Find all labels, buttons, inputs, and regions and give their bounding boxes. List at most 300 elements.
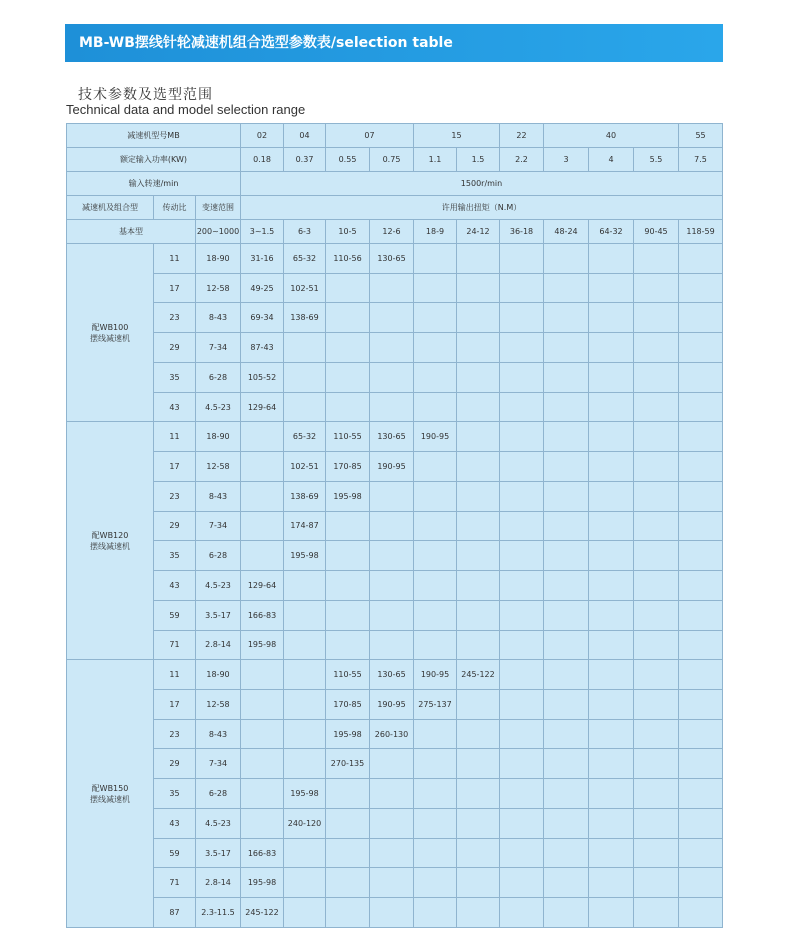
range-cell: 7-34: [196, 333, 241, 363]
torque-cell: [679, 600, 723, 630]
torque-cell: 275-137: [414, 690, 457, 720]
torque-cell: [544, 541, 589, 571]
torque-cell: [326, 303, 370, 333]
torque-cell: [544, 571, 589, 601]
torque-cell: [589, 244, 634, 274]
ratio-cell: 17: [154, 273, 196, 303]
table-row: [67, 690, 723, 720]
torque-cell: [500, 244, 544, 274]
torque-cell: [414, 868, 457, 898]
torque-cell: [500, 898, 544, 928]
table-row: [67, 808, 723, 838]
base-cell: 48-24: [544, 220, 589, 244]
ratio-cell: 23: [154, 719, 196, 749]
torque-cell: [457, 333, 500, 363]
torque-cell: 170-85: [326, 690, 370, 720]
torque-cell: [241, 719, 284, 749]
base-label: 基本型: [67, 220, 196, 244]
torque-cell: [634, 511, 679, 541]
range-cell: 8-43: [196, 719, 241, 749]
torque-cell: [544, 838, 589, 868]
torque-cell: [414, 541, 457, 571]
range-cell: 6-28: [196, 541, 241, 571]
torque-cell: [370, 898, 414, 928]
torque-cell: 130-65: [370, 244, 414, 274]
torque-cell: 245-122: [241, 898, 284, 928]
torque-cell: [326, 600, 370, 630]
torque-cell: [326, 273, 370, 303]
base-cell: 6-3: [284, 220, 326, 244]
torque-cell: [634, 630, 679, 660]
model-cell: 07: [326, 124, 414, 148]
torque-cell: [589, 273, 634, 303]
torque-cell: 195-98: [241, 630, 284, 660]
model-cell: 55: [679, 124, 723, 148]
torque-cell: [589, 600, 634, 630]
table-row: [67, 481, 723, 511]
table-row: [67, 719, 723, 749]
table-row: [67, 541, 723, 571]
range-cell: 18-90: [196, 660, 241, 690]
ratio-cell: 35: [154, 779, 196, 809]
table-row: [67, 868, 723, 898]
torque-cell: [589, 660, 634, 690]
torque-cell: 270-135: [326, 749, 370, 779]
torque-cell: [500, 392, 544, 422]
torque-cell: [634, 481, 679, 511]
torque-cell: [679, 392, 723, 422]
table-row: [67, 333, 723, 363]
table-row: [67, 392, 723, 422]
ratio-cell: 23: [154, 303, 196, 333]
torque-cell: [589, 422, 634, 452]
range-cell: 2.3-11.5: [196, 898, 241, 928]
ratio-cell: 23: [154, 481, 196, 511]
ratio-cell: 43: [154, 571, 196, 601]
torque-cell: [634, 571, 679, 601]
power-row: [67, 148, 723, 172]
torque-cell: [326, 392, 370, 422]
power-label: 额定输入功率(KW): [67, 148, 241, 172]
base-row: [67, 220, 723, 244]
torque-cell: 129-64: [241, 392, 284, 422]
torque-cell: [414, 511, 457, 541]
torque-cell: [241, 690, 284, 720]
power-cell: 2.2: [500, 148, 544, 172]
torque-cell: 195-98: [326, 719, 370, 749]
ratio-cell: 43: [154, 392, 196, 422]
table-row: [67, 630, 723, 660]
torque-cell: 190-95: [414, 660, 457, 690]
torque-cell: [500, 690, 544, 720]
torque-cell: [544, 303, 589, 333]
torque-cell: [326, 868, 370, 898]
torque-cell: [414, 244, 457, 274]
torque-cell: [634, 333, 679, 363]
torque-cell: [284, 690, 326, 720]
torque-cell: [634, 362, 679, 392]
base-cell: 118-59: [679, 220, 723, 244]
torque-cell: 87-43: [241, 333, 284, 363]
range-cell: 4.5-23: [196, 571, 241, 601]
torque-cell: [634, 838, 679, 868]
torque-cell: 130-65: [370, 422, 414, 452]
table-row: [67, 244, 723, 274]
torque-cell: [544, 481, 589, 511]
torque-cell: [457, 719, 500, 749]
torque-cell: [634, 719, 679, 749]
torque-cell: [284, 660, 326, 690]
speed-row: [67, 172, 723, 196]
table-row: [67, 838, 723, 868]
torque-cell: [589, 452, 634, 482]
torque-cell: [414, 303, 457, 333]
torque-cell: 195-98: [241, 868, 284, 898]
torque-cell: [500, 571, 544, 601]
range-cell: 12-58: [196, 452, 241, 482]
torque-cell: [370, 362, 414, 392]
torque-cell: [500, 303, 544, 333]
torque-cell: 31-16: [241, 244, 284, 274]
torque-cell: [679, 452, 723, 482]
torque-cell: [589, 808, 634, 838]
torque-cell: [589, 779, 634, 809]
base-cell: 24-12: [457, 220, 500, 244]
subtitle-cn: 技术参数及选型范围: [78, 87, 213, 103]
base-cell: 36-18: [500, 220, 544, 244]
torque-cell: [370, 779, 414, 809]
torque-cell: [589, 690, 634, 720]
torque-cell: [457, 630, 500, 660]
range-label: 变速范围: [196, 196, 241, 220]
torque-cell: [241, 808, 284, 838]
torque-cell: [284, 600, 326, 630]
power-cell: 0.75: [370, 148, 414, 172]
torque-cell: 130-65: [370, 660, 414, 690]
model-row: [67, 124, 723, 148]
torque-cell: [370, 868, 414, 898]
torque-cell: [241, 511, 284, 541]
torque-cell: 110-56: [326, 244, 370, 274]
torque-cell: [634, 779, 679, 809]
torque-cell: [544, 422, 589, 452]
torque-cell: [500, 719, 544, 749]
torque-cell: [414, 808, 457, 838]
base-cell: 90-45: [634, 220, 679, 244]
power-cell: 0.18: [241, 148, 284, 172]
torque-cell: [457, 749, 500, 779]
torque-cell: [457, 868, 500, 898]
torque-cell: [370, 541, 414, 571]
torque-label: 许用输出扭矩（N.M）: [241, 196, 723, 220]
table-row: [67, 749, 723, 779]
torque-cell: [589, 630, 634, 660]
torque-cell: [544, 898, 589, 928]
torque-cell: [544, 273, 589, 303]
torque-cell: [500, 868, 544, 898]
torque-cell: [679, 541, 723, 571]
torque-cell: 65-32: [284, 244, 326, 274]
torque-cell: 138-69: [284, 303, 326, 333]
torque-cell: [589, 303, 634, 333]
torque-cell: [457, 571, 500, 601]
torque-cell: [500, 422, 544, 452]
torque-cell: [370, 630, 414, 660]
torque-cell: [544, 600, 589, 630]
table-row: [67, 422, 723, 452]
range-cell: 3.5-17: [196, 838, 241, 868]
torque-cell: [634, 690, 679, 720]
torque-cell: [634, 303, 679, 333]
torque-cell: [457, 511, 500, 541]
torque-cell: 195-98: [326, 481, 370, 511]
torque-cell: [326, 898, 370, 928]
torque-cell: [544, 452, 589, 482]
torque-cell: 105-52: [241, 362, 284, 392]
torque-cell: 102-51: [284, 452, 326, 482]
table-row: [67, 600, 723, 630]
torque-cell: 195-98: [284, 541, 326, 571]
torque-cell: [544, 779, 589, 809]
torque-cell: [457, 600, 500, 630]
page-banner: MB-WB摆线针轮减速机组合选型参数表/selection table: [65, 24, 723, 62]
torque-cell: 190-95: [370, 452, 414, 482]
torque-cell: 65-32: [284, 422, 326, 452]
torque-cell: [326, 630, 370, 660]
torque-cell: [457, 244, 500, 274]
torque-cell: [589, 392, 634, 422]
range-cell: 4.5-23: [196, 808, 241, 838]
torque-cell: [589, 511, 634, 541]
torque-cell: [679, 838, 723, 868]
power-cell: 1.5: [457, 148, 500, 172]
torque-cell: [370, 838, 414, 868]
range-cell: 7-34: [196, 511, 241, 541]
torque-cell: [589, 481, 634, 511]
combo-label: 减速机及组合型: [67, 196, 154, 220]
table-row: [67, 898, 723, 928]
torque-cell: 49-25: [241, 273, 284, 303]
torque-cell: [457, 303, 500, 333]
torque-cell: [457, 452, 500, 482]
torque-cell: [589, 868, 634, 898]
torque-cell: [500, 630, 544, 660]
torque-cell: [326, 779, 370, 809]
model-cell: 02: [241, 124, 284, 148]
torque-cell: 240-120: [284, 808, 326, 838]
torque-cell: [370, 511, 414, 541]
model-cell: 22: [500, 124, 544, 148]
torque-cell: [589, 749, 634, 779]
torque-cell: [284, 362, 326, 392]
torque-cell: [457, 779, 500, 809]
torque-cell: [500, 273, 544, 303]
torque-cell: [457, 273, 500, 303]
torque-cell: [679, 868, 723, 898]
ratio-cell: 17: [154, 452, 196, 482]
torque-cell: [414, 779, 457, 809]
torque-cell: [500, 779, 544, 809]
torque-cell: [679, 779, 723, 809]
torque-cell: [414, 749, 457, 779]
torque-cell: [589, 571, 634, 601]
torque-cell: [544, 333, 589, 363]
torque-cell: [457, 690, 500, 720]
torque-cell: [414, 600, 457, 630]
table-row: [67, 660, 723, 690]
torque-cell: [679, 749, 723, 779]
torque-cell: [679, 660, 723, 690]
torque-cell: 245-122: [457, 660, 500, 690]
torque-cell: [500, 808, 544, 838]
column-header-row: [67, 196, 723, 220]
ratio-cell: 29: [154, 333, 196, 363]
torque-cell: [634, 749, 679, 779]
table-row: [67, 511, 723, 541]
power-cell: 0.37: [284, 148, 326, 172]
torque-cell: [589, 719, 634, 749]
range-cell: 18-90: [196, 422, 241, 452]
range-cell: 7-34: [196, 749, 241, 779]
torque-cell: [544, 690, 589, 720]
power-cell: 3: [544, 148, 589, 172]
torque-cell: [500, 749, 544, 779]
torque-cell: [634, 660, 679, 690]
base-cell: 18-9: [414, 220, 457, 244]
range-cell: 2.8-14: [196, 868, 241, 898]
torque-cell: [679, 690, 723, 720]
range-cell: 18-90: [196, 244, 241, 274]
table-row: [67, 779, 723, 809]
torque-cell: [634, 452, 679, 482]
ratio-cell: 43: [154, 808, 196, 838]
power-cell: 7.5: [679, 148, 723, 172]
torque-cell: [634, 808, 679, 838]
torque-cell: [284, 838, 326, 868]
torque-cell: [241, 422, 284, 452]
torque-cell: [500, 362, 544, 392]
range-cell: 8-43: [196, 481, 241, 511]
torque-cell: [414, 838, 457, 868]
torque-cell: [679, 333, 723, 363]
model-cell: 40: [544, 124, 679, 148]
torque-cell: [457, 541, 500, 571]
selection-table: [66, 123, 723, 928]
torque-cell: [679, 244, 723, 274]
table-row: [67, 273, 723, 303]
torque-cell: [284, 749, 326, 779]
torque-cell: [634, 392, 679, 422]
range-cell: 6-28: [196, 779, 241, 809]
torque-cell: [634, 273, 679, 303]
torque-cell: [500, 481, 544, 511]
torque-cell: [414, 362, 457, 392]
table-row: [67, 362, 723, 392]
torque-cell: [544, 868, 589, 898]
base-cell: 64-32: [589, 220, 634, 244]
torque-cell: [634, 422, 679, 452]
torque-cell: [500, 600, 544, 630]
ratio-cell: 29: [154, 749, 196, 779]
torque-cell: [241, 660, 284, 690]
ratio-cell: 35: [154, 362, 196, 392]
torque-cell: 129-64: [241, 571, 284, 601]
torque-cell: [457, 392, 500, 422]
torque-cell: [634, 244, 679, 274]
group-name: 配WB120 摆线减速机: [67, 422, 154, 660]
model-cell: 15: [414, 124, 500, 148]
torque-cell: [370, 392, 414, 422]
torque-cell: [414, 719, 457, 749]
torque-cell: [679, 362, 723, 392]
torque-cell: [500, 660, 544, 690]
torque-cell: [679, 422, 723, 452]
torque-cell: 102-51: [284, 273, 326, 303]
range-cell: 6-28: [196, 362, 241, 392]
torque-cell: [679, 273, 723, 303]
range-cell: 2.8-14: [196, 630, 241, 660]
torque-cell: 190-95: [414, 422, 457, 452]
torque-cell: [370, 481, 414, 511]
ratio-cell: 17: [154, 690, 196, 720]
torque-cell: [544, 630, 589, 660]
group-name: 配WB150 摆线减速机: [67, 660, 154, 928]
torque-cell: [544, 719, 589, 749]
torque-cell: [414, 571, 457, 601]
torque-cell: [370, 600, 414, 630]
torque-cell: [457, 362, 500, 392]
torque-cell: [370, 333, 414, 363]
group-name: 配WB100 摆线减速机: [67, 244, 154, 422]
torque-cell: [544, 749, 589, 779]
ratio-cell: 59: [154, 838, 196, 868]
range-cell: 3.5-17: [196, 600, 241, 630]
torque-cell: [544, 392, 589, 422]
torque-cell: [370, 273, 414, 303]
torque-cell: [500, 541, 544, 571]
range-cell: 12-58: [196, 690, 241, 720]
torque-cell: [414, 333, 457, 363]
torque-cell: [457, 422, 500, 452]
torque-cell: [500, 452, 544, 482]
subtitle-en: Technical data and model selection range: [66, 102, 306, 117]
torque-cell: 138-69: [284, 481, 326, 511]
torque-cell: [284, 630, 326, 660]
ratio-cell: 87: [154, 898, 196, 928]
torque-cell: [589, 898, 634, 928]
torque-cell: 110-55: [326, 422, 370, 452]
torque-cell: [679, 898, 723, 928]
power-cell: 5.5: [634, 148, 679, 172]
torque-cell: [457, 481, 500, 511]
speed-value: 1500r/min: [241, 172, 723, 196]
torque-cell: [679, 630, 723, 660]
ratio-cell: 11: [154, 244, 196, 274]
ratio-cell: 29: [154, 511, 196, 541]
torque-cell: [326, 541, 370, 571]
range-cell: 12-58: [196, 273, 241, 303]
base-range: 200~1000: [196, 220, 241, 244]
torque-cell: [634, 541, 679, 571]
torque-cell: [589, 541, 634, 571]
range-cell: 8-43: [196, 303, 241, 333]
ratio-cell: 71: [154, 630, 196, 660]
torque-cell: [634, 868, 679, 898]
torque-cell: [589, 333, 634, 363]
torque-cell: [370, 303, 414, 333]
torque-cell: 260-130: [370, 719, 414, 749]
torque-cell: [679, 303, 723, 333]
